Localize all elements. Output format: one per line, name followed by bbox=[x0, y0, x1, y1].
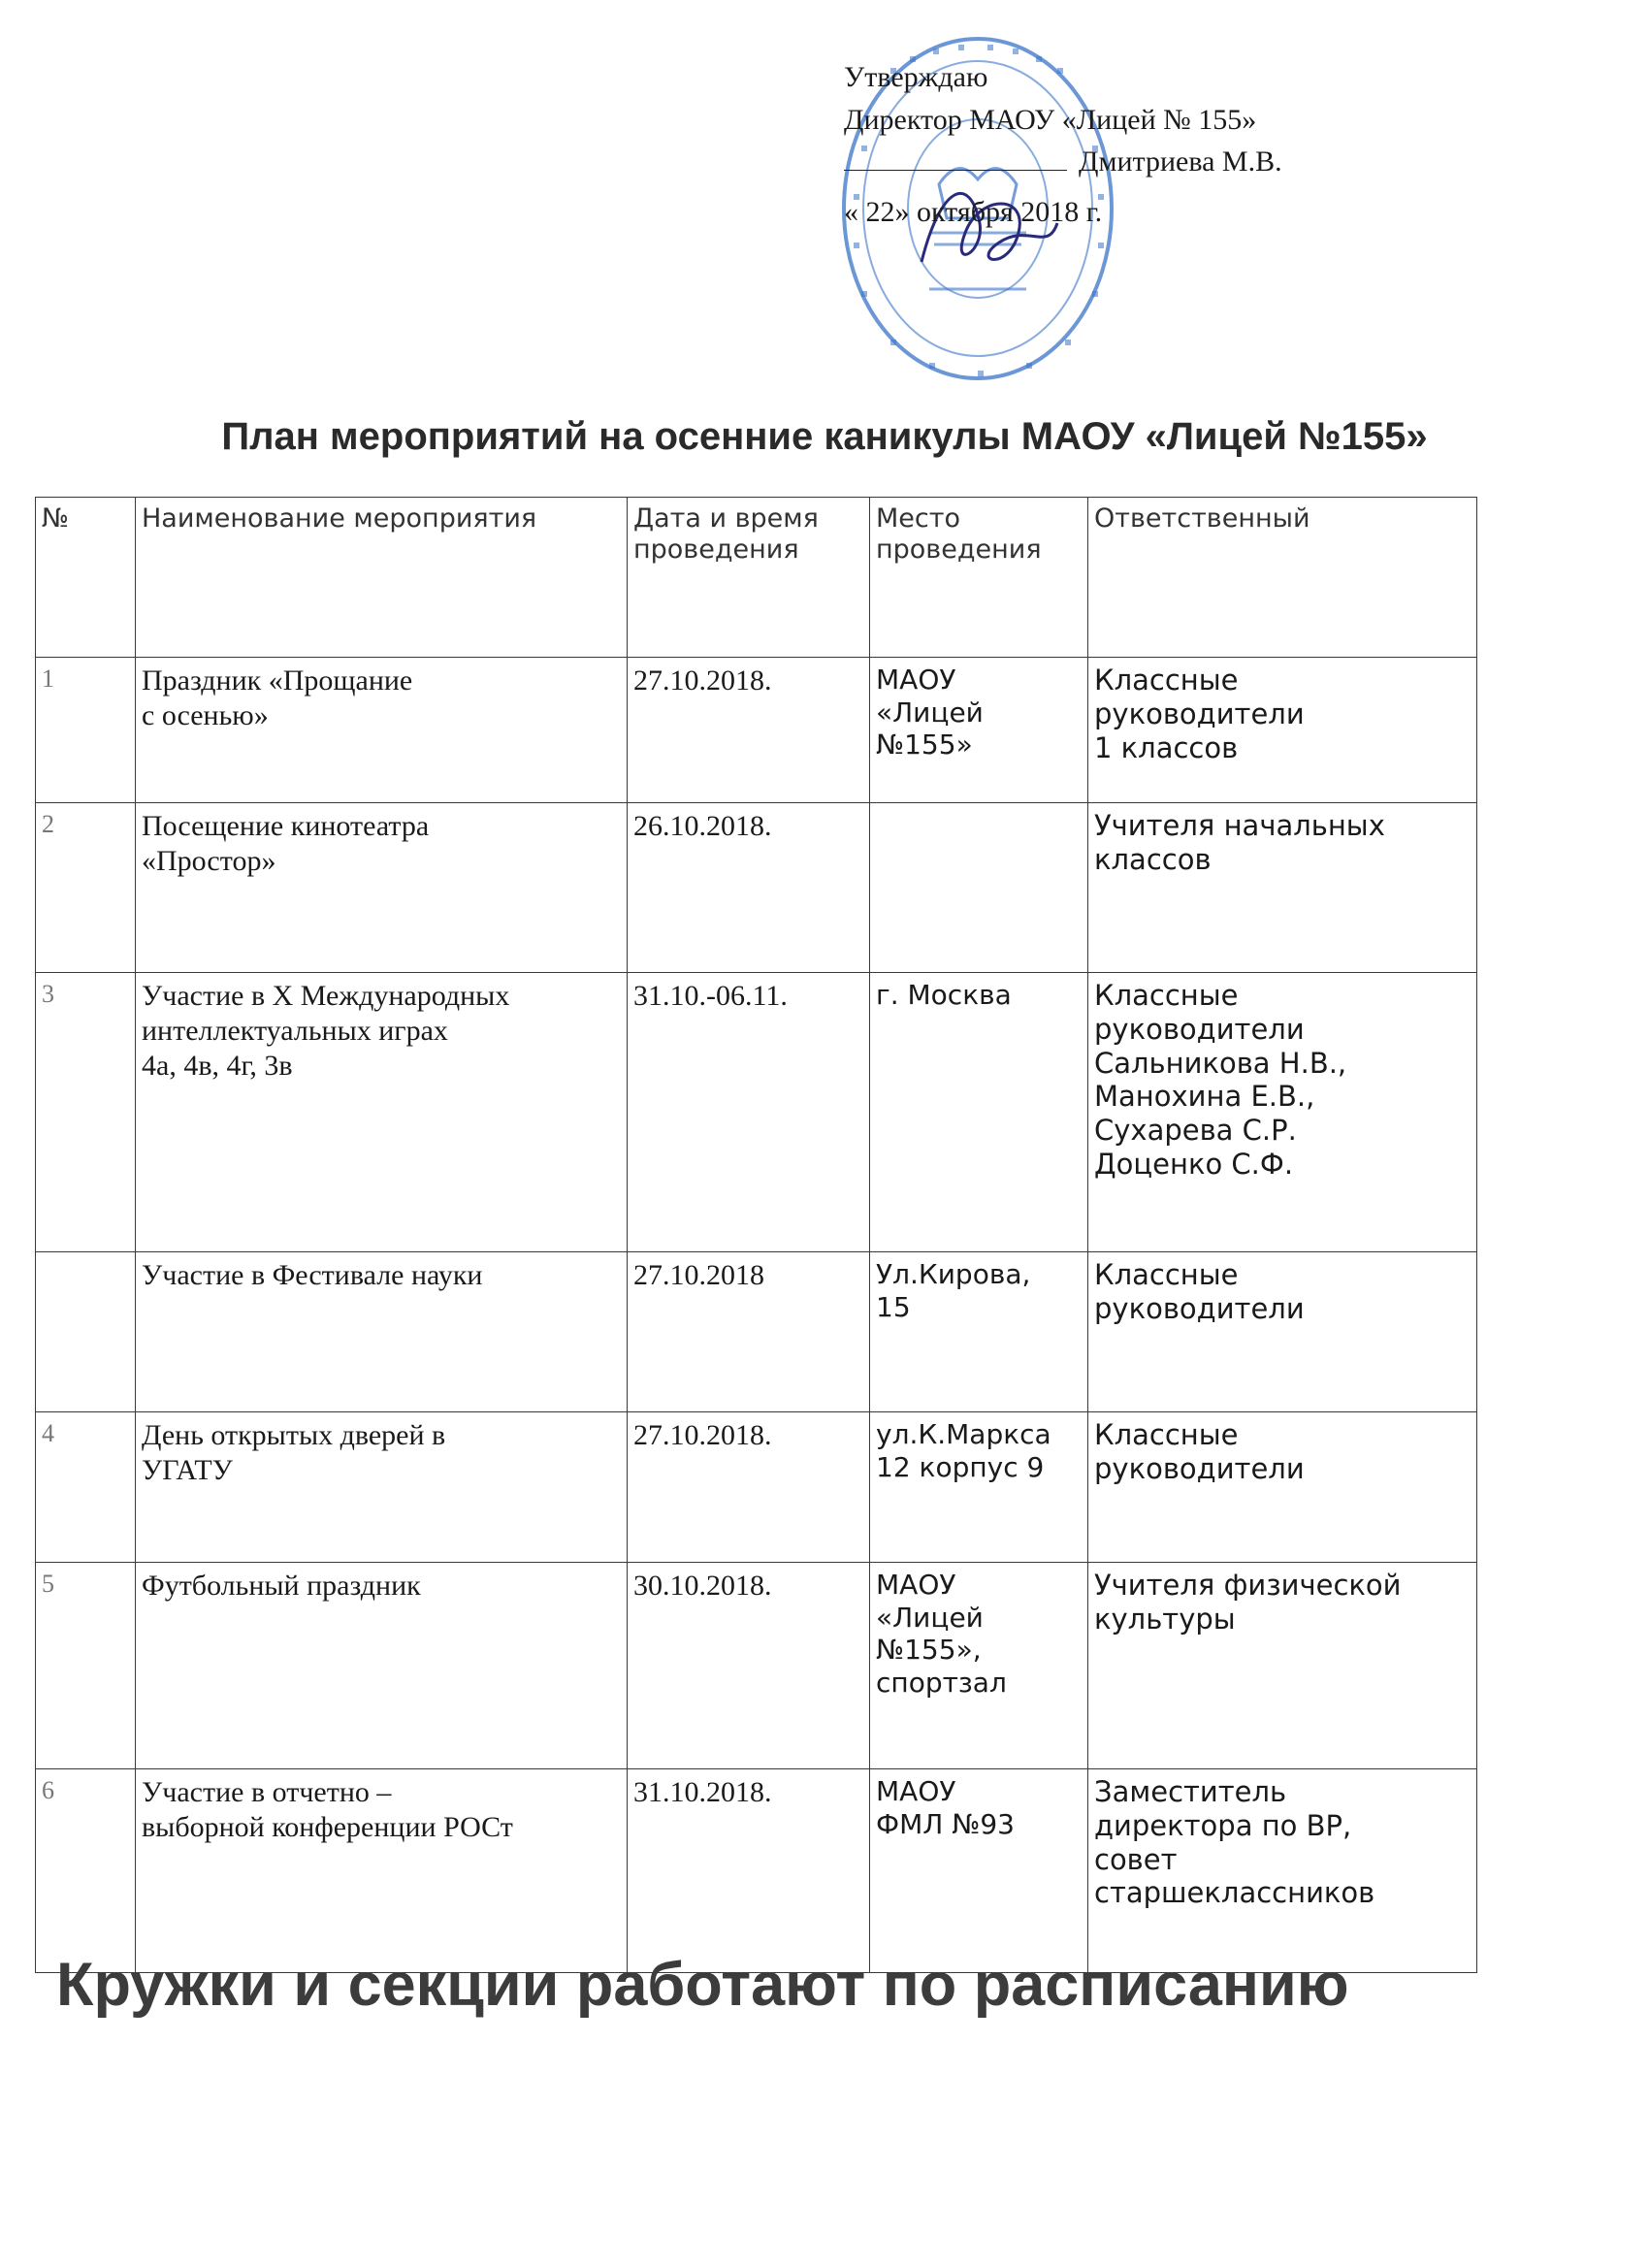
cell-event-name: Футбольный праздник bbox=[136, 1563, 628, 1769]
events-table bbox=[35, 497, 1477, 1973]
table-row bbox=[36, 1252, 1477, 1412]
cell-event-name: Участие в отчетно – выборной конференции РОСт bbox=[136, 1769, 628, 1973]
cell-number: 6 bbox=[36, 1769, 136, 1973]
cell-responsible: Классные руководители Сальникова Н.В., Манохина Е.В., Сухарева С.Р. Доценко С.Ф. bbox=[1088, 973, 1477, 1252]
cell-responsible: Классные руководители bbox=[1088, 1252, 1477, 1412]
cell-venue: г. Москва bbox=[870, 973, 1088, 1252]
cell-event-name: Участие в X Международных интеллектуальных играх 4а, 4в, 4г, 3в bbox=[136, 973, 628, 1252]
approval-signatory: Дмитриева М.В. bbox=[1079, 146, 1282, 178]
cell-date: 31.10.2018. bbox=[628, 1769, 870, 1973]
cell-date: 31.10.-06.11. bbox=[628, 973, 870, 1252]
cell-date: 27.10.2018 bbox=[628, 1252, 870, 1412]
column-header-number: № bbox=[36, 498, 136, 658]
approval-word: Утверждаю bbox=[844, 61, 988, 93]
approval-block bbox=[844, 56, 1426, 233]
table-row bbox=[36, 973, 1477, 1252]
cell-venue: МАОУ «Лицей №155», спортзал bbox=[870, 1563, 1088, 1769]
page-title: План мероприятий на осенние каникулы МАОУ «Лицей №155» bbox=[221, 415, 1428, 458]
cell-date: 26.10.2018. bbox=[628, 803, 870, 973]
cell-date: 27.10.2018. bbox=[628, 658, 870, 803]
table-row bbox=[36, 658, 1477, 803]
table-row bbox=[36, 1769, 1477, 1973]
column-header-responsible: Ответственный bbox=[1088, 498, 1477, 658]
table-row bbox=[36, 1412, 1477, 1563]
signature-line bbox=[844, 170, 1067, 171]
cell-venue: ул.К.Маркса 12 корпус 9 bbox=[870, 1412, 1088, 1563]
cell-responsible: Учителя физической культуры bbox=[1088, 1563, 1477, 1769]
cell-number: 1 bbox=[36, 658, 136, 803]
cell-responsible: Классные руководители 1 классов bbox=[1088, 658, 1477, 803]
cell-responsible: Заместитель директора по ВР, совет старшеклассников bbox=[1088, 1769, 1477, 1973]
cell-responsible: Учителя начальных классов bbox=[1088, 803, 1477, 973]
cell-responsible: Классные руководители bbox=[1088, 1412, 1477, 1563]
approval-signatory-line bbox=[844, 141, 1426, 183]
cell-number: 5 bbox=[36, 1563, 136, 1769]
cell-venue: МАОУ ФМЛ №93 bbox=[870, 1769, 1088, 1973]
cell-event-name: Посещение кинотеатра «Простор» bbox=[136, 803, 628, 973]
column-header-venue: Место проведения bbox=[870, 498, 1088, 658]
cell-event-name: Участие в Фестивале науки bbox=[136, 1252, 628, 1412]
column-header-event-name: Наименование мероприятия bbox=[136, 498, 628, 658]
cell-number: 4 bbox=[36, 1412, 136, 1563]
cell-date: 30.10.2018. bbox=[628, 1563, 870, 1769]
table-row bbox=[36, 803, 1477, 973]
cell-number: 3 bbox=[36, 973, 136, 1252]
cell-date: 27.10.2018. bbox=[628, 1412, 870, 1563]
cell-event-name: Праздник «Прощание с осенью» bbox=[136, 658, 628, 803]
cell-number bbox=[36, 1252, 136, 1412]
footer-note: Кружки и секции работают по расписанию bbox=[56, 1951, 1349, 2019]
column-header-date-time: Дата и время проведения bbox=[628, 498, 870, 658]
table-row bbox=[36, 1563, 1477, 1769]
cell-number: 2 bbox=[36, 803, 136, 973]
cell-venue bbox=[870, 803, 1088, 973]
approval-date: « 22» октября 2018 г. bbox=[844, 195, 1103, 228]
cell-venue: Ул.Кирова, 15 bbox=[870, 1252, 1088, 1412]
approval-position: Директор МАОУ «Лицей № 155» bbox=[844, 103, 1257, 136]
cell-event-name: День открытых дверей в УГАТУ bbox=[136, 1412, 628, 1563]
cell-venue: МАОУ «Лицей №155» bbox=[870, 658, 1088, 803]
table-header-row bbox=[36, 498, 1477, 658]
